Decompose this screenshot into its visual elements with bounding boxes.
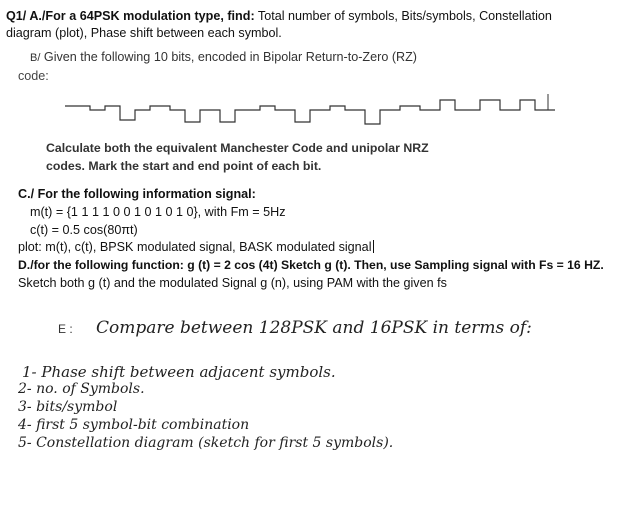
part-b-line-2: code: [18, 69, 49, 83]
q1-line-1 [6, 9, 552, 24]
part-d-line-2: Sketch both g (t) and the modulated Signal g (n), using PAM with the given fs [18, 276, 447, 290]
part-e-item-5: 5- Constellation diagram (sketch for first 5 symbols). [18, 435, 394, 451]
part-c-mt: m(t) = {1 1 1 1 0 0 1 0 1 0 1 0}, with Fm = 5Hz [30, 205, 286, 219]
q1-heading: Q1/ A./For a 64PSK modulation type, find: [6, 9, 255, 23]
text-cursor [373, 240, 374, 253]
q1-line-2: diagram (plot), Phase shift between each symbol. [6, 26, 282, 40]
part-c-plot-text: plot: m(t), c(t), BPSK modulated signal, BASK modulated signal [18, 240, 372, 254]
part-e-prefix: E : [58, 322, 73, 336]
bipolar-rz-waveform [60, 80, 570, 140]
part-b-line-1 [30, 50, 417, 66]
part-d-line-1: D./for the following function: g (t) = 2 cos (4t) Sketch g (t). Then, use Sampling signal with Fs = 16 HZ. [18, 258, 604, 272]
part-e-item-4: 4- first 5 symbol-bit combination [18, 417, 250, 433]
part-e-item-1: 1- Phase shift between adjacent symbols. [22, 363, 336, 381]
part-c-plot [18, 240, 374, 255]
part-b-text-1: Given the following 10 bits, encoded in Bipolar Return-to-Zero (RZ) [43, 50, 417, 64]
part-c-ct: c(t) = 0.5 cos(80πt) [30, 223, 138, 237]
q1-text: Total number of symbols, Bits/symbols, Constellation [254, 9, 552, 23]
part-e-item-2: 2- no. of Symbols. [18, 381, 145, 397]
part-b-prefix: B/ [30, 52, 41, 64]
part-e-item-3: 3- bits/symbol [18, 399, 118, 415]
part-b-line-3: Calculate both the equivalent Manchester Code and unipolar NRZ [46, 141, 429, 155]
part-e-title: Compare between 128PSK and 16PSK in terms of: [96, 318, 532, 338]
part-b-line-4: codes. Mark the start and end point of each bit. [46, 159, 322, 173]
part-c-title: C./ For the following information signal: [18, 187, 256, 201]
